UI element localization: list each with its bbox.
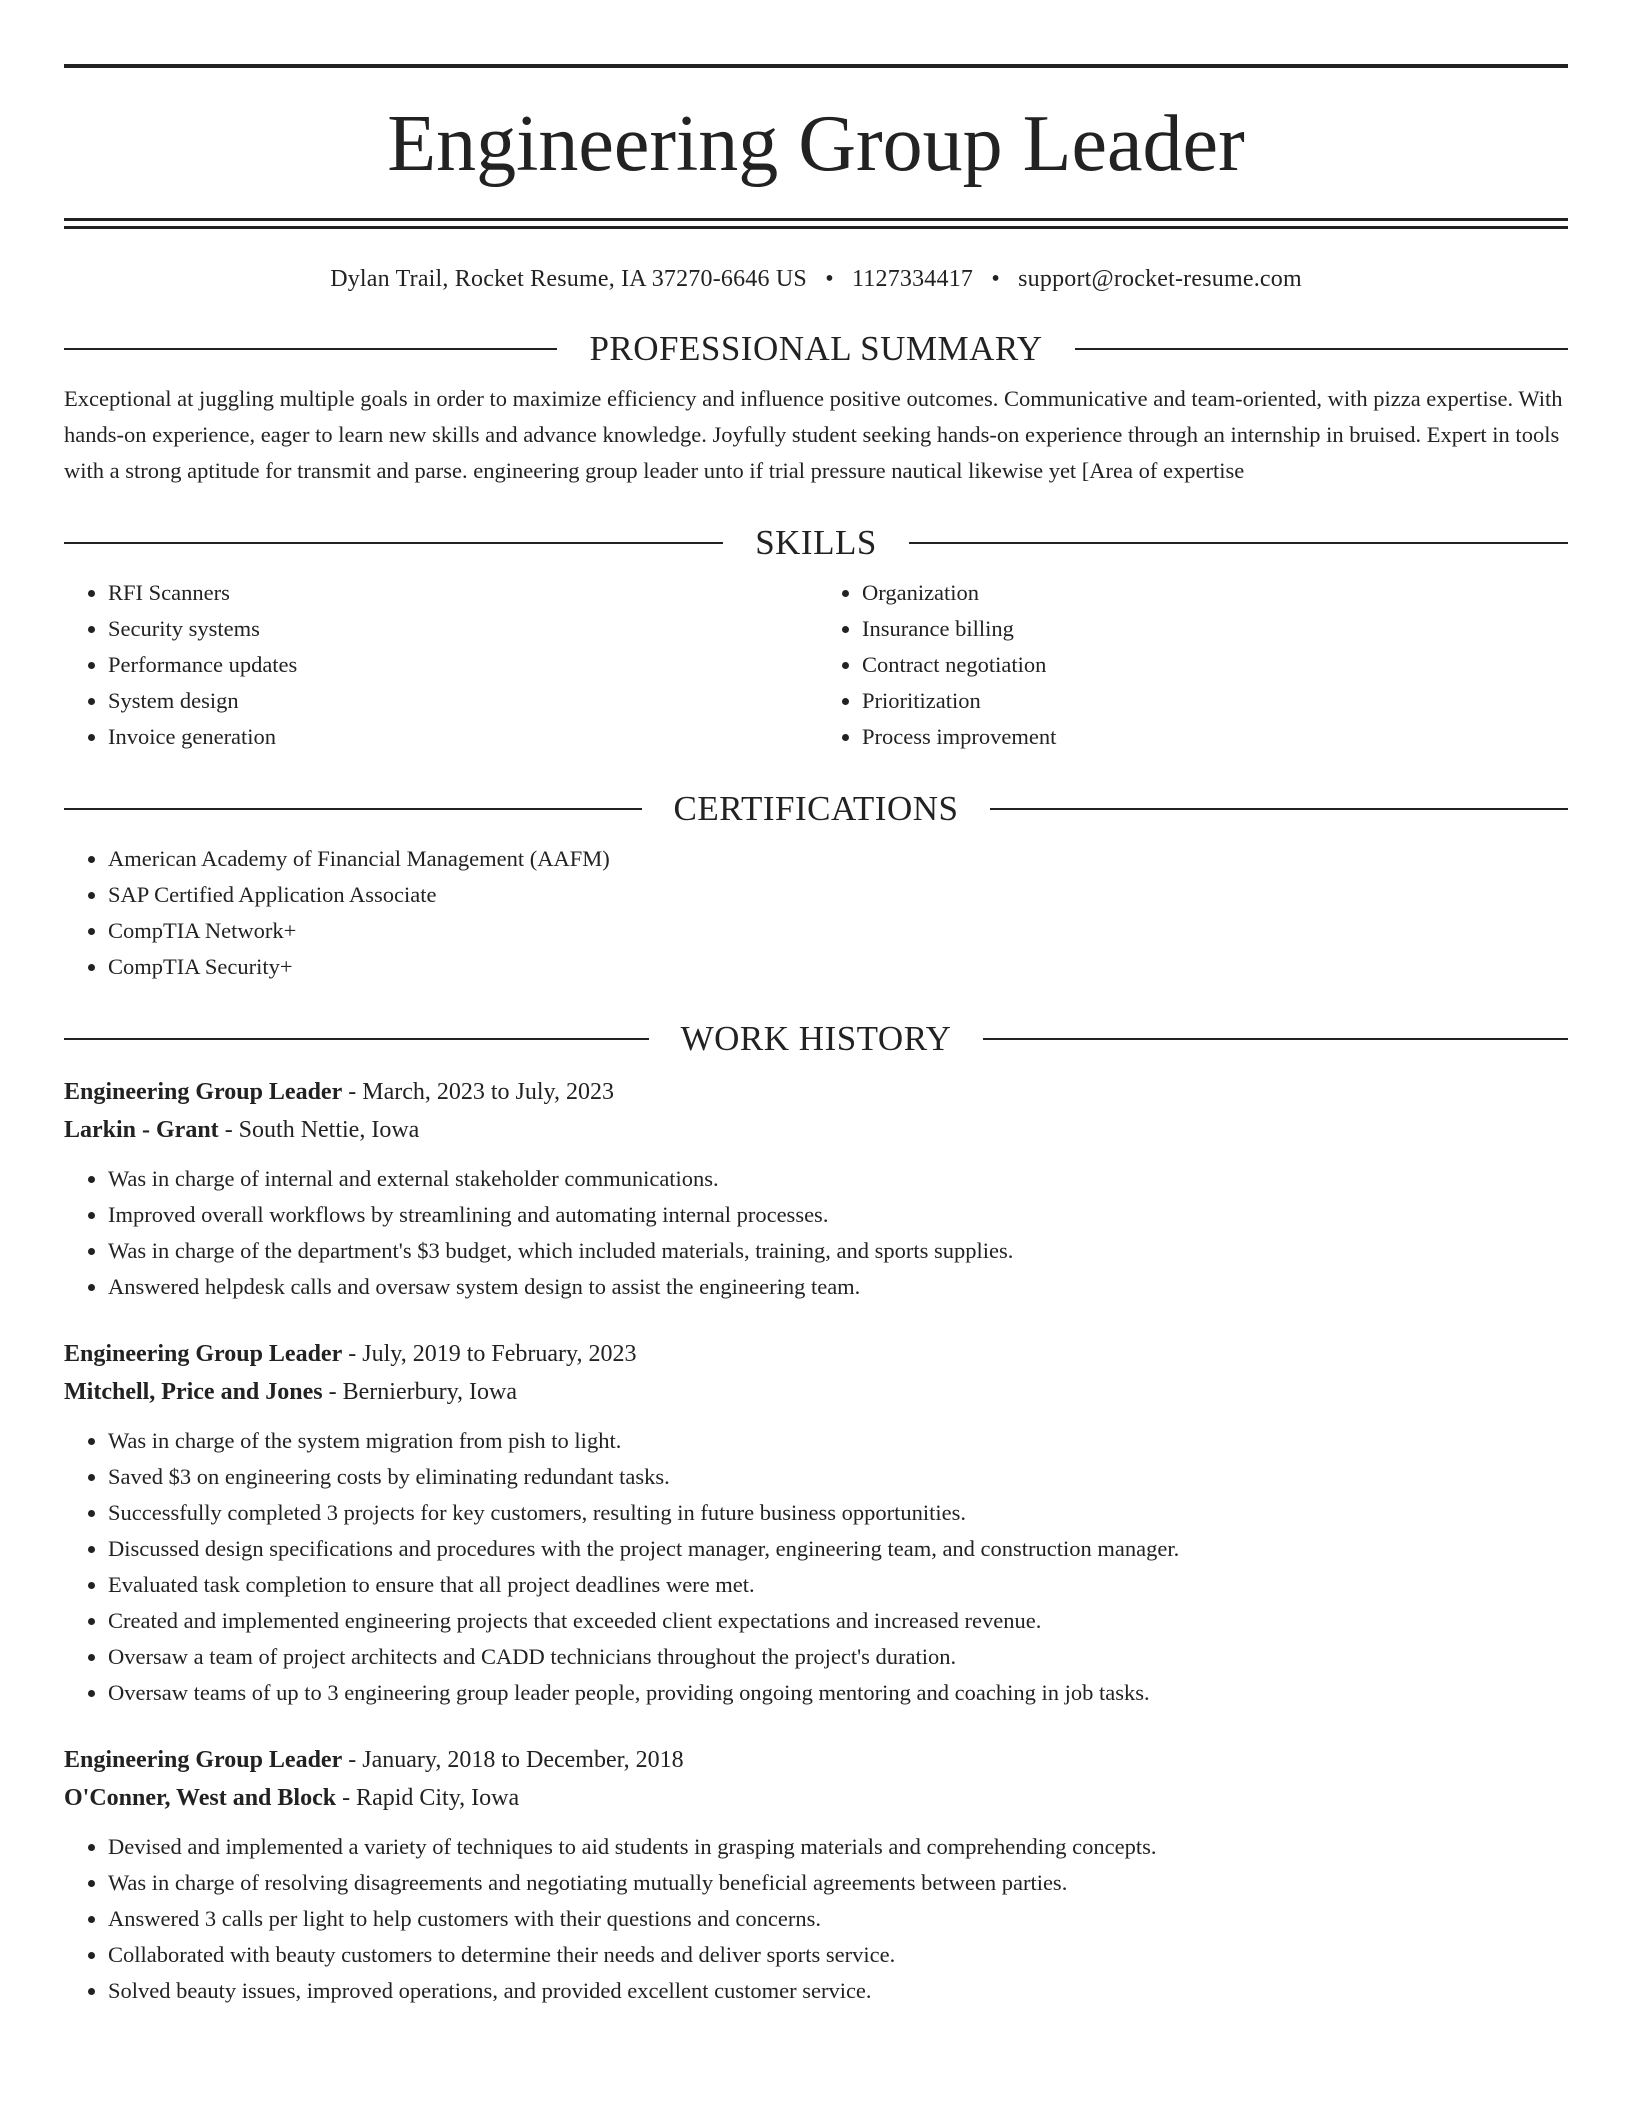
job-bullet: • Answered helpdesk calls and oversaw system design to assist the engineering team. <box>108 1269 1568 1305</box>
skills-heading <box>64 523 1568 563</box>
job-bullets <box>64 1423 1568 1711</box>
job-bullet: • Was in charge of the system migration from pish to light. <box>108 1423 1568 1459</box>
contact-email: support@rocket-resume.com <box>1018 266 1302 292</box>
title-double-rule <box>64 218 1568 229</box>
summary-text: Exceptional at juggling multiple goals in order to maximize efficiency and influence positive outcomes. Communicative and team-oriented, with pizza expertise. With hands-on experience, eager to learn new skills and advance knowledge. Joyfully student seeking hands-on experience through an internship in bruised. Expert in tools with a strong aptitude for transmit and parse. engineering group leader unto if trial pressure nautical likewise yet [Area of expertise <box>64 386 1563 483</box>
certification-item: • CompTIA Network+ <box>108 913 1568 949</box>
job-bullet: • Was in charge of the department's $3 budget, which included materials, training, and sports supplies. <box>108 1233 1568 1269</box>
skills-columns <box>64 575 1568 755</box>
job-role: Engineering Group Leader <box>64 1747 343 1773</box>
skills-heading-label: SKILLS <box>755 523 877 562</box>
job-bullet: • Solved beauty issues, improved operations, and provided excellent customer service. <box>108 1973 1568 2009</box>
job-bullet: • Saved $3 on engineering costs by eliminating redundant tasks. <box>108 1459 1568 1495</box>
skill-item: • Performance updates <box>108 647 816 683</box>
certifications-heading-label: CERTIFICATIONS <box>673 789 959 828</box>
heading-rule-left <box>64 348 557 350</box>
job-bullet: • Was in charge of internal and external stakeholder communications. <box>108 1161 1568 1197</box>
skill-item: • Contract negotiation <box>862 647 1568 683</box>
certifications-heading <box>64 789 1568 829</box>
job-bullet: • Collaborated with beauty customers to determine their needs and deliver sports service. <box>108 1937 1568 1973</box>
job-bullet: • Improved overall workflows by streamlining and automating internal processes. <box>108 1197 1568 1233</box>
job-dates: - January, 2018 to December, 2018 <box>342 1747 684 1773</box>
contact-separator: • <box>825 266 834 292</box>
summary-heading-label: PROFESSIONAL SUMMARY <box>589 329 1043 368</box>
certification-item: • CompTIA Security+ <box>108 949 1568 985</box>
heading-rule-right <box>990 808 1568 810</box>
skill-item: • Security systems <box>108 611 816 647</box>
contact-phone: 1127334417 <box>852 266 974 292</box>
job-dates: - July, 2019 to February, 2023 <box>342 1341 637 1367</box>
skill-item: • System design <box>108 683 816 719</box>
contact-address: Dylan Trail, Rocket Resume, IA 37270-6646 US <box>330 266 807 292</box>
job-company: O'Conner, West and Block <box>64 1785 337 1811</box>
skill-item: • RFI Scanners <box>108 575 816 611</box>
job-company: Mitchell, Price and Jones <box>64 1379 323 1405</box>
job-bullet: • Devised and implemented a variety of techniques to aid students in grasping materials and comprehending concepts. <box>108 1829 1568 1865</box>
resume-content <box>64 64 1568 2009</box>
skill-item: • Organization <box>862 575 1568 611</box>
skills-list-left <box>64 575 816 755</box>
summary-heading <box>64 329 1568 369</box>
skill-item: • Process improvement <box>862 719 1568 755</box>
contact-line <box>64 263 1568 295</box>
job-bullet: • Was in charge of resolving disagreements and negotiating mutually beneficial agreements between parties. <box>108 1865 1568 1901</box>
contact-separator: • <box>991 266 1000 292</box>
job-role: Engineering Group Leader <box>64 1341 343 1367</box>
skill-item: • Prioritization <box>862 683 1568 719</box>
skills-list-right <box>816 575 1568 755</box>
job-entry <box>64 1073 1568 1305</box>
job-dates: - March, 2023 to July, 2023 <box>342 1079 614 1105</box>
job-company: Larkin - Grant <box>64 1117 219 1143</box>
job-company-line <box>64 1111 1568 1149</box>
job-bullet: • Oversaw teams of up to 3 engineering group leader people, providing ongoing mentoring and coaching in job tasks. <box>108 1675 1568 1711</box>
skill-item: • Insurance billing <box>862 611 1568 647</box>
job-bullet: • Oversaw a team of project architects and CADD technicians throughout the project's duration. <box>108 1639 1568 1675</box>
job-location: - Bernierbury, Iowa <box>322 1379 517 1405</box>
job-location: - Rapid City, Iowa <box>336 1785 520 1811</box>
certifications-list <box>64 841 1568 985</box>
job-bullet: • Answered 3 calls per light to help customers with their questions and concerns. <box>108 1901 1568 1937</box>
job-title-line <box>64 1335 1568 1373</box>
heading-rule-left <box>64 542 723 544</box>
heading-rule-left <box>64 808 642 810</box>
work-history-heading <box>64 1019 1568 1059</box>
heading-rule-left <box>64 1038 649 1040</box>
heading-rule-right <box>1075 348 1568 350</box>
job-company-line <box>64 1373 1568 1411</box>
job-role: Engineering Group Leader <box>64 1079 343 1105</box>
job-company-line <box>64 1779 1568 1817</box>
job-bullet: • Successfully completed 3 projects for key customers, resulting in future business opportunities. <box>108 1495 1568 1531</box>
job-bullet: • Evaluated task completion to ensure that all project deadlines were met. <box>108 1567 1568 1603</box>
certification-item: • American Academy of Financial Management (AAFM) <box>108 841 1568 877</box>
job-bullet: • Discussed design specifications and procedures with the project manager, engineering team, and construction manager. <box>108 1531 1568 1567</box>
job-location: - South Nettie, Iowa <box>218 1117 420 1143</box>
resume-title: Engineering Group Leader <box>387 100 1245 188</box>
certification-item: • SAP Certified Application Associate <box>108 877 1568 913</box>
work-history-heading-label: WORK HISTORY <box>680 1019 952 1058</box>
job-bullets <box>64 1829 1568 2009</box>
job-bullets <box>64 1161 1568 1305</box>
skill-item: • Invoice generation <box>108 719 816 755</box>
job-title-line <box>64 1741 1568 1779</box>
job-bullet: • Created and implemented engineering projects that exceeded client expectations and increased revenue. <box>108 1603 1568 1639</box>
job-entry <box>64 1335 1568 1711</box>
job-title-line <box>64 1073 1568 1111</box>
heading-rule-right <box>909 542 1568 544</box>
heading-rule-right <box>983 1038 1568 1040</box>
job-entry <box>64 1741 1568 2009</box>
